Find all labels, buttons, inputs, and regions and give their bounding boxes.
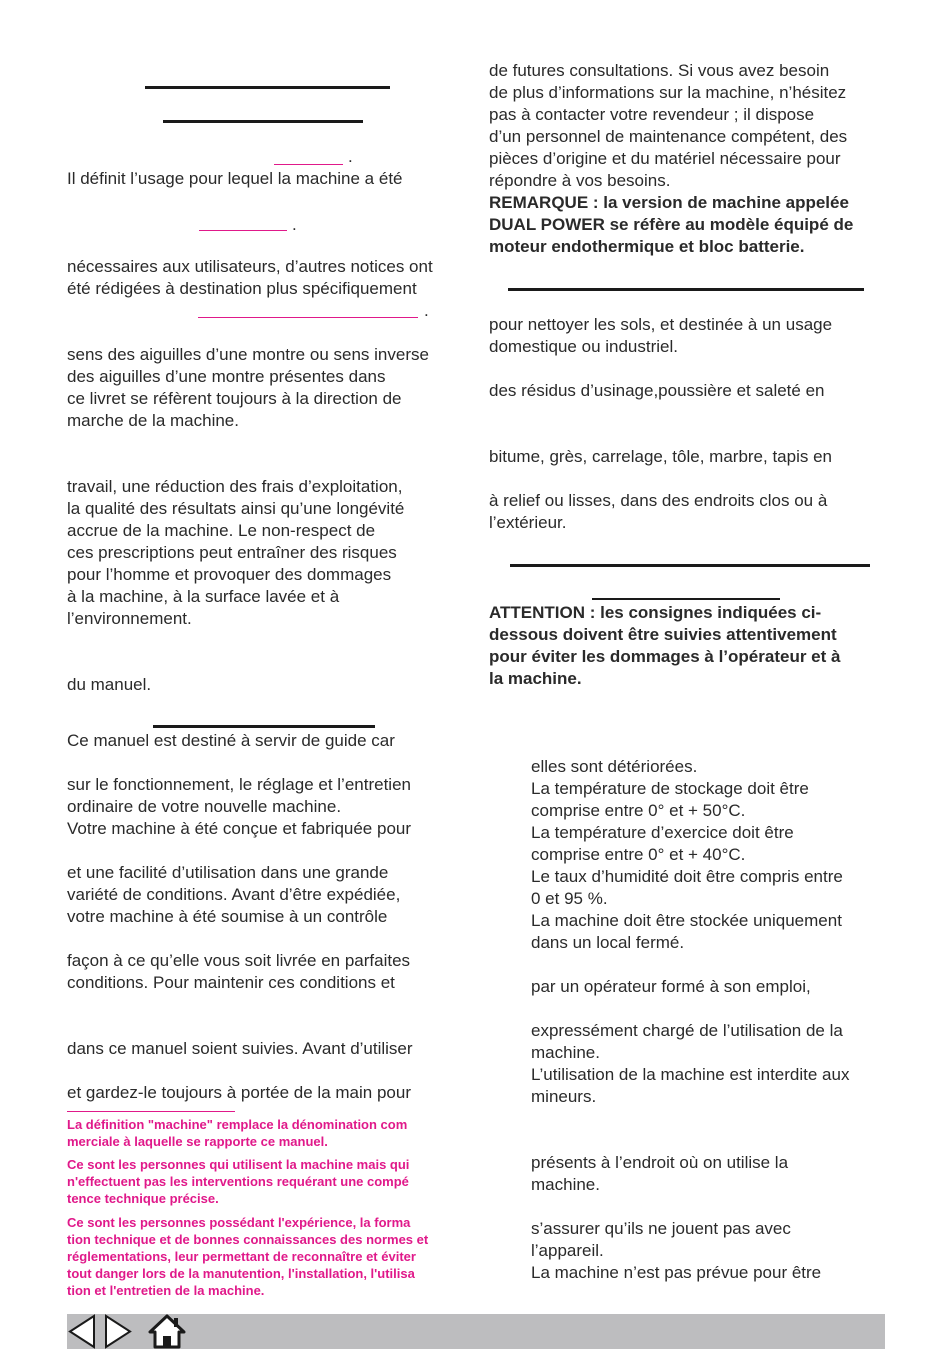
paragraph: sens des aiguilles d’une montre ou sens inverse des aiguilles d’une montre présentes dans ce livret se réfèrent toujours à la direction de marche de la machine. — [67, 345, 429, 430]
list-item: présents à l’endroit où on utilise la machine. — [531, 1153, 789, 1194]
heading-rule — [163, 120, 363, 123]
punctuation: . — [292, 215, 297, 234]
paragraph: nécessaires aux utilisateurs, d’autres notices ont été rédigées à destination plus spécifiquement — [67, 257, 433, 298]
previous-page-icon[interactable] — [67, 1314, 97, 1349]
heading-rule — [153, 725, 375, 728]
attention-note: ATTENTION : les consignes indiquées ci- dessous doivent être suivies attentivement pour éviter les dommages à l’opérateur et à la machine. — [489, 603, 841, 688]
punctuation: . — [348, 147, 353, 166]
footnote-link-underline[interactable] — [199, 230, 287, 231]
paragraph: pour nettoyer les sols, et destinée à un usage domestique ou industriel. — [489, 315, 833, 356]
remark-note: REMARQUE : la version de machine appelée DUAL POWER se réfère au modèle équipé de moteur endothermique et bloc batterie. — [489, 193, 854, 256]
heading-rule — [592, 598, 780, 600]
footnote-link-underline[interactable] — [274, 164, 343, 165]
navigation-bar — [67, 1314, 885, 1349]
footnote: Ce sont les personnes possédant l'expérience, la forma tion technique et de bonnes connaissances des normes et réglementations, leur permettant de reconnaître et éviter tout danger lors de la manutention, l'installation, l'utilisa tion et l'entretien de la machine. — [67, 1215, 429, 1298]
paragraph: Il définit l’usage pour lequel la machine a été — [67, 169, 403, 188]
footnote-link-underline[interactable] — [198, 317, 418, 318]
paragraph: de futures consultations. Si vous avez besoin de plus d’informations sur la machine, n’hésitez pas à contacter votre revendeur ; il dispose d’un personnel de maintenance compétent, des pièces d’origine et du matériel nécessaire pour répondre à vos besoins. — [489, 61, 848, 190]
paragraph: Ce manuel est destiné à servir de guide car — [67, 731, 395, 750]
paragraph: façon à ce qu’elle vous soit livrée en parfaites conditions. Pour maintenir ces conditions et — [67, 951, 411, 992]
punctuation: . — [424, 301, 429, 320]
footnote: La définition "machine" remplace la dénomination com merciale à laquelle se rapporte ce manuel. — [67, 1117, 408, 1149]
list-item: elles sont détériorées. La température de stockage doit être comprise entre 0° et + 50°C. La température d’exercice doit être comprise entre 0° et + 40°C. Le taux d’humidité doit être compris entre 0 et 95 %. La machine doit être stockée uniquement dans un local fermé. — [531, 757, 843, 952]
paragraph: travail, une réduction des frais d’exploitation, la qualité des résultats ainsi qu’une longévité accrue de la machine. Le non-respect de ces prescriptions peut entraîner des risques pour l’homme et provoquer des dommages à la machine, à la surface lavée et à l’environnement. — [67, 477, 405, 628]
heading-rule — [508, 288, 864, 291]
paragraph: à relief ou lisses, dans des endroits clos ou à l’extérieur. — [489, 491, 828, 532]
paragraph: sur le fonctionnement, le réglage et l’entretien ordinaire de votre nouvelle machine. Votre machine à été conçue et fabriquée pour — [67, 775, 412, 838]
list-item: expressément chargé de l’utilisation de la machine. L’utilisation de la machine est interdite aux mineurs. — [531, 1021, 850, 1106]
footnote: Ce sont les personnes qui utilisent la machine mais qui n'effectuent pas les interventions requérant une compé tence technique précise. — [67, 1157, 410, 1206]
list-item: par un opérateur formé à son emploi, — [531, 977, 811, 996]
paragraph: et gardez-le toujours à portée de la main pour — [67, 1083, 411, 1102]
paragraph: des résidus d’usinage,poussière et saleté en — [489, 381, 825, 400]
home-icon[interactable] — [147, 1314, 187, 1349]
next-page-icon[interactable] — [103, 1314, 133, 1349]
paragraph: et une facilité d’utilisation dans une grande variété de conditions. Avant d’être expédiée, votre machine à été soumise à un contrôle — [67, 863, 401, 926]
paragraph: du manuel. — [67, 675, 152, 694]
heading-rule — [510, 564, 870, 567]
paragraph: bitume, grès, carrelage, tôle, marbre, tapis en — [489, 447, 832, 466]
list-item: s’assurer qu’ils ne jouent pas avec l’appareil. La machine n’est pas prévue pour être — [531, 1219, 822, 1282]
heading-rule — [145, 86, 390, 89]
footnote-separator — [67, 1111, 235, 1112]
paragraph: dans ce manuel soient suivies. Avant d’utiliser — [67, 1039, 413, 1058]
